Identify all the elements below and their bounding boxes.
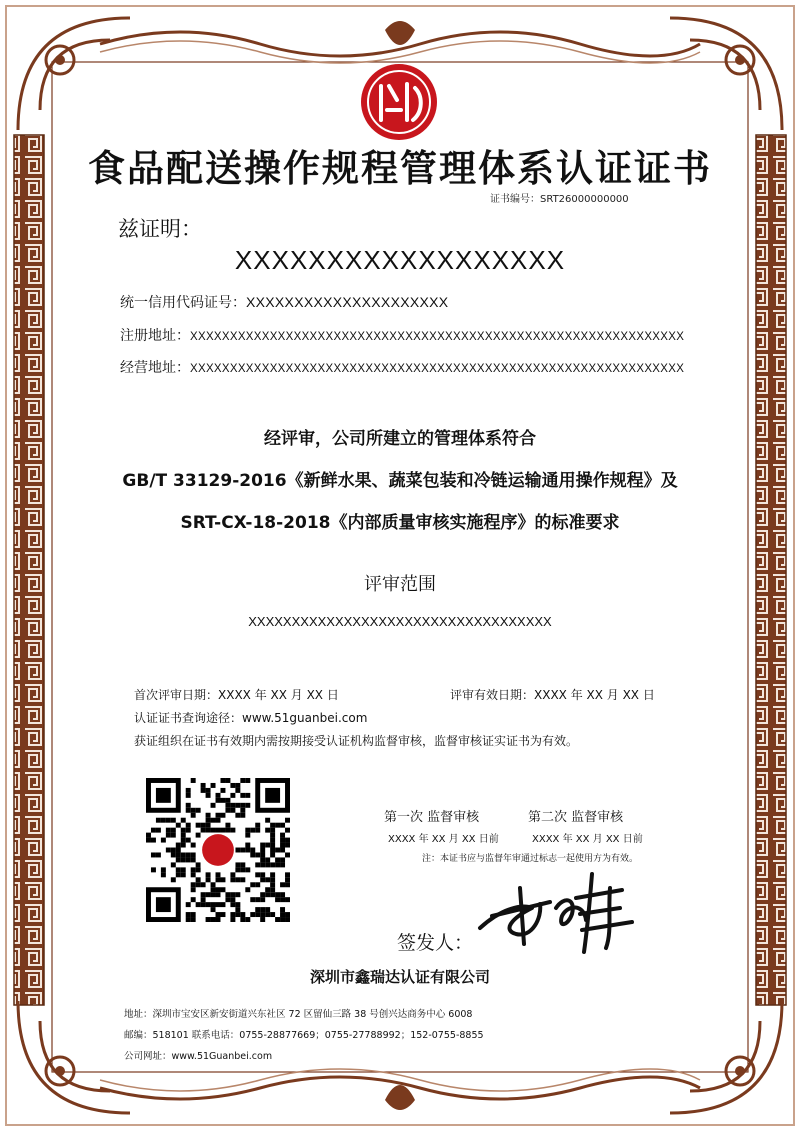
signature-icon [472, 868, 642, 958]
field-value: XXXXXXXXXXXXXXXXXXXXX [246, 294, 449, 310]
registered-address-row [120, 325, 684, 345]
footer-address: 地址：深圳市宝安区新安街道兴东社区 72 区留仙三路 38 号创兴达商务中心 6008 [124, 1009, 473, 1020]
field-label: 注册地址： [120, 328, 190, 344]
statement-line-3: SRT-CX-18-2018《内部质量审核实施程序》的标准要求 [180, 513, 620, 533]
valid-date: 评审有效日期：XXXX 年 XX 月 XX 日 [450, 688, 655, 702]
audit-2-date: XXXX 年 XX 月 XX 日前 [532, 834, 643, 845]
field-value: XXXXXXXXXXXXXXXXXXXXXXXXXXXXXXXXXXXXXXXXXXXXXXXXXXXXXXXXXXXXXX [190, 331, 685, 343]
audit-1-heading: 第一次 监督审核 [384, 810, 480, 825]
signer-label: 签发人： [397, 932, 474, 954]
field-label: 统一信用代码证号： [120, 295, 246, 311]
field-label: 经营地址： [120, 360, 190, 376]
intro-text: 兹证明： [118, 217, 202, 241]
statement-line-2: GB/T 33129-2016《新鲜水果、蔬菜包装和冷链运输通用操作规程》及 [122, 471, 678, 491]
first-review-date: 首次评审日期：XXXX 年 XX 月 XX 日 [134, 688, 339, 702]
seal-logo-icon [357, 60, 441, 144]
field-value: XXXXXXXXXXXXXXXXXXXXXXXXXXXXXXXXXXXXXXXXXXXXXXXXXXXXXXXXXXXXXX [190, 363, 685, 375]
footer-website: 公司网址：www.51Guanbei.com [124, 1051, 273, 1062]
business-address-row [120, 357, 684, 377]
qr-code [146, 778, 290, 922]
query-path: 认证证书查询途径：www.51guanbei.com [134, 711, 368, 725]
audit-note: 注：本证书应与监督年审通过标志一起使用方为有效。 [422, 854, 639, 864]
certificate-title: 食品配送操作规程管理体系认证证书 [88, 146, 712, 190]
company-name: XXXXXXXXXXXXXXXXXX [234, 245, 566, 275]
audit-1-date: XXXX 年 XX 月 XX 日前 [388, 834, 499, 845]
credit-code-row [120, 292, 448, 312]
validity-note: 获证组织在证书有效期内需按期接受认证机构监督审核，监督审核证实证书为有效。 [134, 734, 579, 748]
statement-line-1: 经评审，公司所建立的管理体系符合 [264, 429, 536, 449]
issuer-name: 深圳市鑫瑞达认证有限公司 [309, 968, 490, 986]
certificate-number: 证书编号：SRT26000000000 [490, 194, 629, 205]
scope-heading: 评审范围 [364, 574, 436, 595]
scope-value: XXXXXXXXXXXXXXXXXXXXXXXXXXXXXXXXXXX [248, 614, 552, 629]
footer-contact: 邮编：518101 联系电话：0755-28877669；0755-27788992；152-0755-8855 [124, 1030, 484, 1041]
audit-2-heading: 第二次 监督审核 [528, 810, 624, 825]
